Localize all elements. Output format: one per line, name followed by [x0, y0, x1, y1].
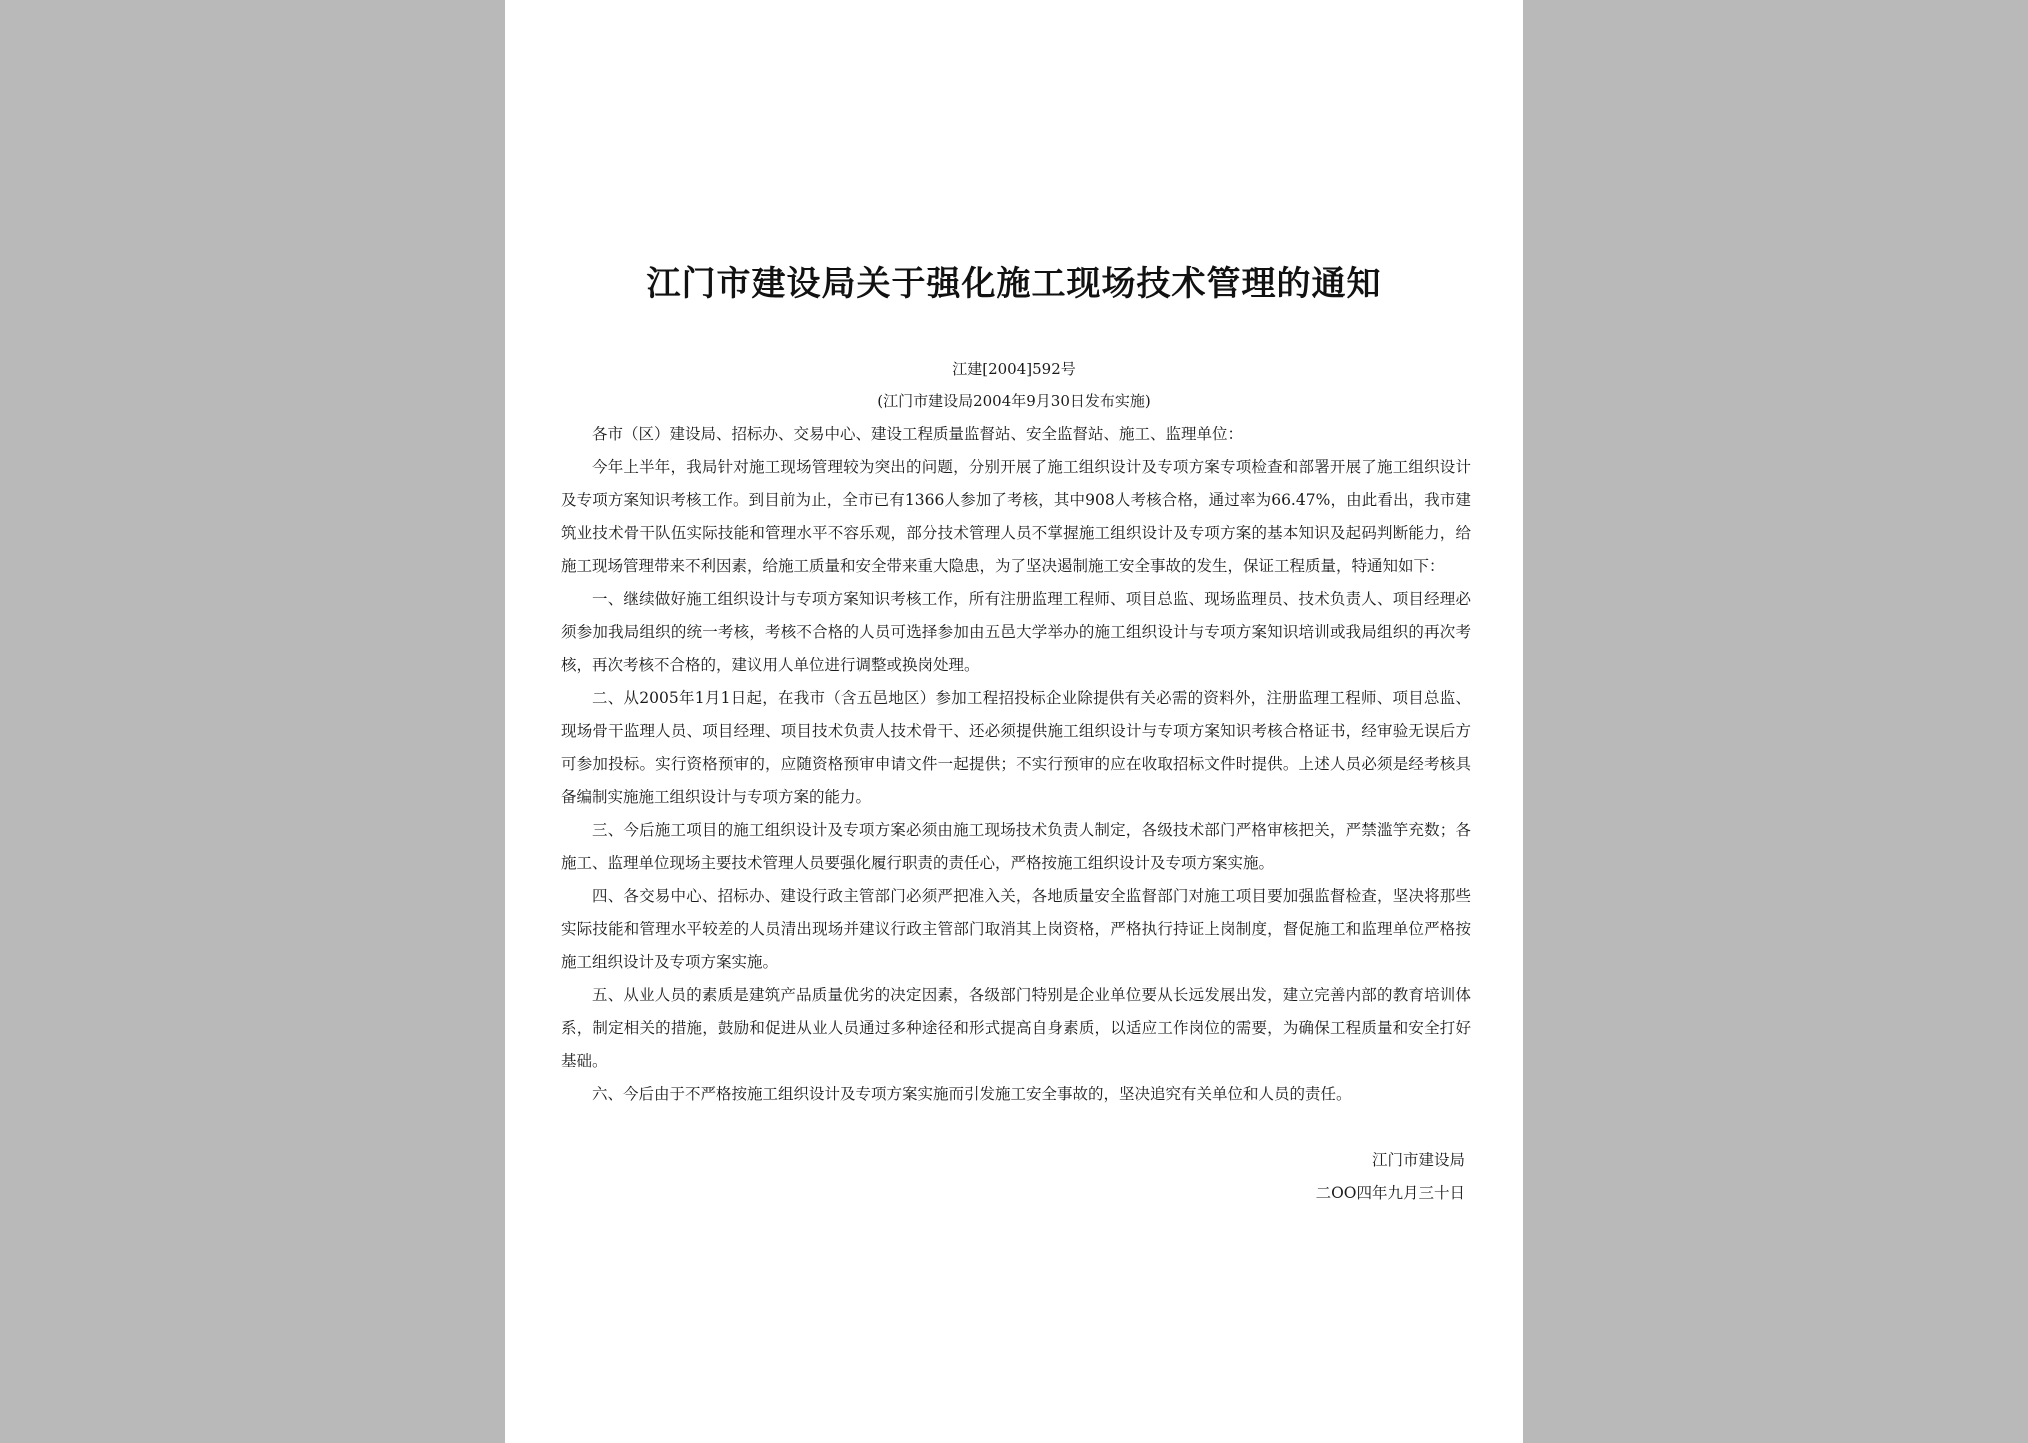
salutation: 各市（区）建设局、招标办、交易中心、建设工程质量监督站、安全监督站、施工、监理单位：	[592, 425, 1244, 443]
paragraph-item-5: 五、从业人员的素质是建筑产品质量优劣的决定因素，各级部门特别是企业单位要从长远发展出发，建立完善内部的教育培训体系，制定相关的措施，鼓励和促进从业人员通过多种途径和形式提高自身素质，以适应工作岗位的需要，为确保工程质量和安全打好基础。	[561, 986, 1471, 1070]
signature-issuer: 江门市建设局	[1371, 1151, 1465, 1169]
paragraph-intro: 今年上半年，我局针对施工现场管理较为突出的问题，分别开展了施工组织设计及专项方案专项检查和部署开展了施工组织设计及专项方案知识考核工作。到目前为止，全市已有1366人参加了考核，其中908人考核合格，通过率为66.47%，由此看出，我市建筑业技术骨干队伍实际技能和管理水平不容乐观，部分技术管理人员不掌握施工组织设计及专项方案的基本知识及起码判断能力，给施工现场管理带来不利因素，给施工质量和安全带来重大隐患，为了坚决遏制施工安全事故的发生，保证工程质量，特通知如下：	[561, 458, 1471, 575]
signature-date: 二OO四年九月三十日	[1315, 1184, 1465, 1202]
signature-block	[1316, 1144, 1465, 1210]
paragraph-item-6: 六、今后由于不严格按施工组织设计及专项方案实施而引发施工安全事故的，坚决追究有关单位和人员的责任。	[592, 1085, 1352, 1103]
document-page	[505, 0, 1523, 1443]
document-number: 江建[2004]592号	[952, 360, 1076, 378]
paragraph-item-1: 一、继续做好施工组织设计与专项方案知识考核工作，所有注册监理工程师、项目总监、现场监理员、技术负责人、项目经理必须参加我局组织的统一考核，考核不合格的人员可选择参加由五邑大学举办的施工组织设计与专项方案知识培训或我局组织的再次考核，再次考核不合格的，建议用人单位进行调整或换岗处理。	[561, 590, 1471, 674]
document-title: 江门市建设局关于强化施工现场技术管理的通知	[646, 264, 1382, 304]
paragraph-item-2: 二、从2005年1月1日起，在我市（含五邑地区）参加工程招投标企业除提供有关必需的资料外，注册监理工程师、项目总监、现场骨干监理人员、项目经理、项目技术负责人技术骨干、还必须提供施工组织设计与专项方案知识考核合格证书，经审验无误后方可参加投标。实行资格预审的，应随资格预审申请文件一起提供；不实行预审的应在收取招标文件时提供。上述人员必须是经考核具备编制实施施工组织设计与专项方案的能力。	[561, 689, 1471, 806]
document-body	[561, 418, 1471, 1111]
issue-note: (江门市建设局2004年9月30日发布实施)	[877, 392, 1151, 410]
paragraph-item-3: 三、今后施工项目的施工组织设计及专项方案必须由施工现场技术负责人制定，各级技术部门严格审核把关，严禁滥竽充数；各施工、监理单位现场主要技术管理人员要强化履行职责的责任心，严格按施工组织设计及专项方案实施。	[561, 821, 1471, 872]
paragraph-item-4: 四、各交易中心、招标办、建设行政主管部门必须严把准入关，各地质量安全监督部门对施工项目要加强监督检查，坚决将那些实际技能和管理水平较差的人员清出现场并建议行政主管部门取消其上岗资格，严格执行持证上岗制度，督促施工和监理单位严格按施工组织设计及专项方案实施。	[561, 887, 1471, 971]
